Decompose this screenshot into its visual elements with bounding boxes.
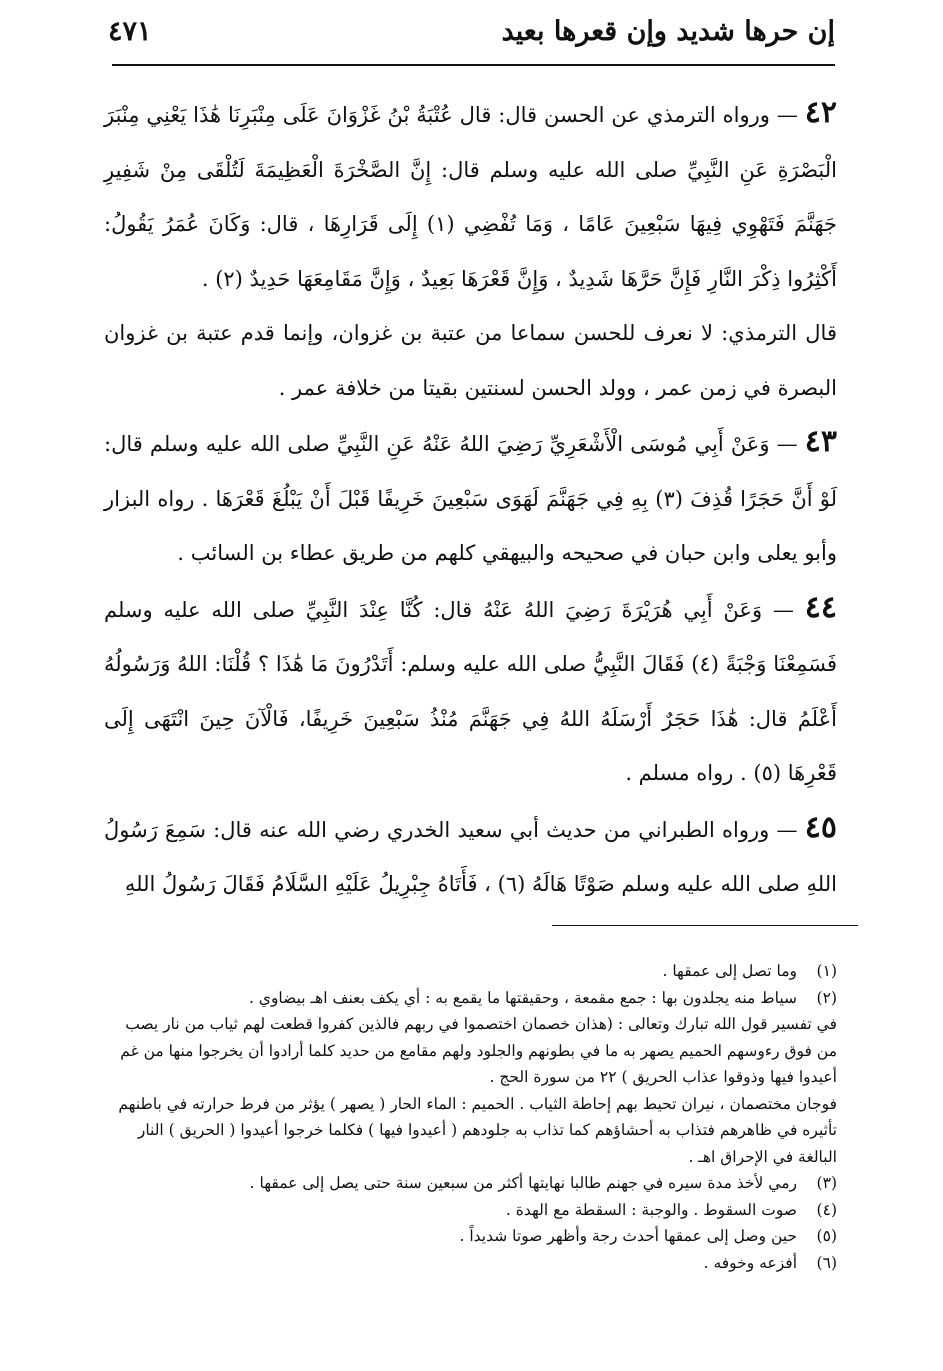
- footnotes: [104, 958, 837, 1276]
- footnote-mark: (٣): [816, 1174, 837, 1192]
- hadith-paragraph: [104, 581, 837, 801]
- footnote-text: حين وصل إلى عمقها أحدث رجة وأظهر صوتا شديداً .: [459, 1227, 797, 1245]
- footnote-text: سياط منه يجلدون بها : جمع مقمعة ، وحقيقتها ما يقمع به : أي يكف بعنف اهـ بيضاوي .: [248, 988, 797, 1007]
- footnote: [104, 1250, 837, 1277]
- main-text: [104, 86, 837, 912]
- footnote: [104, 985, 837, 1012]
- hadith-text: — وَعَنْ أَبِي مُوسَى الْأَشْعَرِيِّ رَضِيَ اللهُ عَنْهُ عَنِ النَّبِيِّ صلى الله عليه وسلم قال: لَوْ أَنَّ حَجَرًا قُذِفَ (٣) بِهِ فِي جَهَنَّمَ لَهَوَى سَبْعِينَ خَرِيفًا قَبْلَ أَنْ يَبْلُغَ قَعْرَهَا . رواه البزار وأبو يعلى وابن حبان في صحيحه والبيهقي كلهم من طريق عطاء بن السائب .: [104, 432, 838, 565]
- footnote-text: وما تصل إلى عمقها .: [662, 962, 797, 980]
- hadith-text: — ورواه الطبراني من حديث أبي سعيد الخدري رضي الله عنه قال: سَمِعَ رَسُولُ اللهِ صلى الله عليه وسلم صَوْتًا هَالَهُ (٦) ، فَأَتَاهُ جِبْرِيلُ عَلَيْهِ السَّلَامُ فَقَالَ رَسُولُ اللهِ: [104, 817, 837, 896]
- footnote-text: صوت السقوط . والوجبة : السقطة مع الهدة .: [505, 1200, 797, 1219]
- footnote-text: في تفسير قول الله تبارك وتعالى : (هذان خصمان اختصموا في ربهم فالذين كفروا قطعت لهم ثياب من نار يصب من فوق رءوسهم الحميم يصهر به ما في بطونهم والجلود ولهم مقامع من حديد كلما أرادوا أن يخرجوا منها من غم أعيدوا فيها وذوقوا عذاب الحريق ) ٢٢ من سورة الحج .: [120, 1015, 837, 1086]
- running-head: [108, 14, 835, 54]
- footnote-rule: [552, 925, 858, 926]
- footnote-continuation: [104, 1091, 837, 1171]
- page-number: ٤٧١: [108, 16, 152, 47]
- footnote-text: أفزعه وخوفه .: [703, 1253, 797, 1272]
- hadith-paragraph: [104, 415, 837, 581]
- footnote: [104, 1197, 837, 1224]
- footnote: [104, 1223, 837, 1250]
- hadith-number: ٤٢: [804, 95, 837, 130]
- hadith-text: — ورواه الترمذي عن الحسن قال: قال عُتْبَةُ بْنُ غَزْوَانَ عَلَى مِنْبَرِنَا هَٰذَا يَعْنِي مِنْبَرَ الْبَصْرَةِ عَنِ النَّبِيِّ صلى الله عليه وسلم قال: إِنَّ الصَّخْرَةَ الْعَظِيمَةَ لَتُلْقَى مِنْ شَفِيرِ جَهَنَّمَ فَتَهْوِي فِيهَا سَبْعِينَ عَامًا ، وَمَا تُفْضِي (١) إِلَى قَرَارِهَا ، قال: وَكَانَ عُمَرُ يَقُولُ: أَكْثِرُوا ذِكْرَ النَّارِ فَإِنَّ حَرَّهَا شَدِيدٌ ، وَإِنَّ قَعْرَهَا بَعِيدٌ ، وَإِنَّ مَقَامِعَهَا حَدِيدٌ (٢) .: [104, 103, 837, 291]
- hadith-text: — وَعَنْ أَبِي هُرَيْرَةَ رَضِيَ اللهُ عَنْهُ قال: كُنَّا عِنْدَ النَّبِيِّ صلى الله عليه وسلم فَسَمِعْنَا وَجْبَةً (٤) فَقَالَ النَّبِيُّ صلى الله عليه وسلم: أَتَدْرُونَ مَا هَٰذَا ؟ قُلْنَا: اللهُ وَرَسُولُهُ أَعْلَمُ قال: هَٰذَا حَجَرٌ أَرْسَلَهُ اللهُ فِي جَهَنَّمَ مُنْذُ سَبْعِينَ خَرِيفًا، فَالْآنَ حِينَ انْتَهَى إِلَى قَعْرِهَا (٥) . رواه مسلم .: [104, 597, 837, 785]
- running-head-title: إن حرها شديد وإن قعرها بعيد: [501, 16, 835, 47]
- hadith-paragraph: [104, 801, 837, 912]
- hadith-paragraph: [104, 86, 837, 306]
- header-rule: [112, 64, 835, 66]
- footnote-mark: (٦): [816, 1253, 837, 1272]
- footnote-text: فوجان مختصمان ، نيران تحيط بهم إحاطة الثياب . الحميم : الماء الحار ( يصهر ) يؤثر من فرط حرارته في باطنهم تأثيره في ظاهرهم فتذاب به أحشاؤهم كما تذاب به جلودهم ( أعيدوا فيها ) فكلما خرجوا أعيدوا ( الحريق ) النار البالغة في الإحراق اهـ .: [118, 1094, 837, 1166]
- hadith-number: ٤٤: [804, 589, 837, 625]
- hadith-note: [104, 306, 837, 415]
- hadith-number: ٤٣: [804, 424, 837, 459]
- hadith-note-text: قال الترمذي: لا نعرف للحسن سماعا من عتبة بن غزوان، وإنما قدم عتبة بن غزوان البصرة في زمن عمر ، وولد الحسن لسنتين بقيتا من خلافة عمر .: [104, 321, 837, 400]
- hadith-number: ٤٥: [804, 809, 837, 845]
- footnote-mark: (٥): [816, 1227, 837, 1245]
- footnote: [104, 1170, 837, 1197]
- footnote-mark: (١): [816, 962, 837, 980]
- footnote: [104, 958, 837, 985]
- footnote-mark: (٤): [816, 1200, 837, 1219]
- footnote-mark: (٢): [816, 988, 837, 1007]
- footnote-text: رمي لأخذ مدة سيره في جهنم طالبا نهايتها أكثر من سبعين سنة حتى يصل إلى عمقها .: [249, 1174, 797, 1192]
- footnote-continuation: [104, 1011, 837, 1091]
